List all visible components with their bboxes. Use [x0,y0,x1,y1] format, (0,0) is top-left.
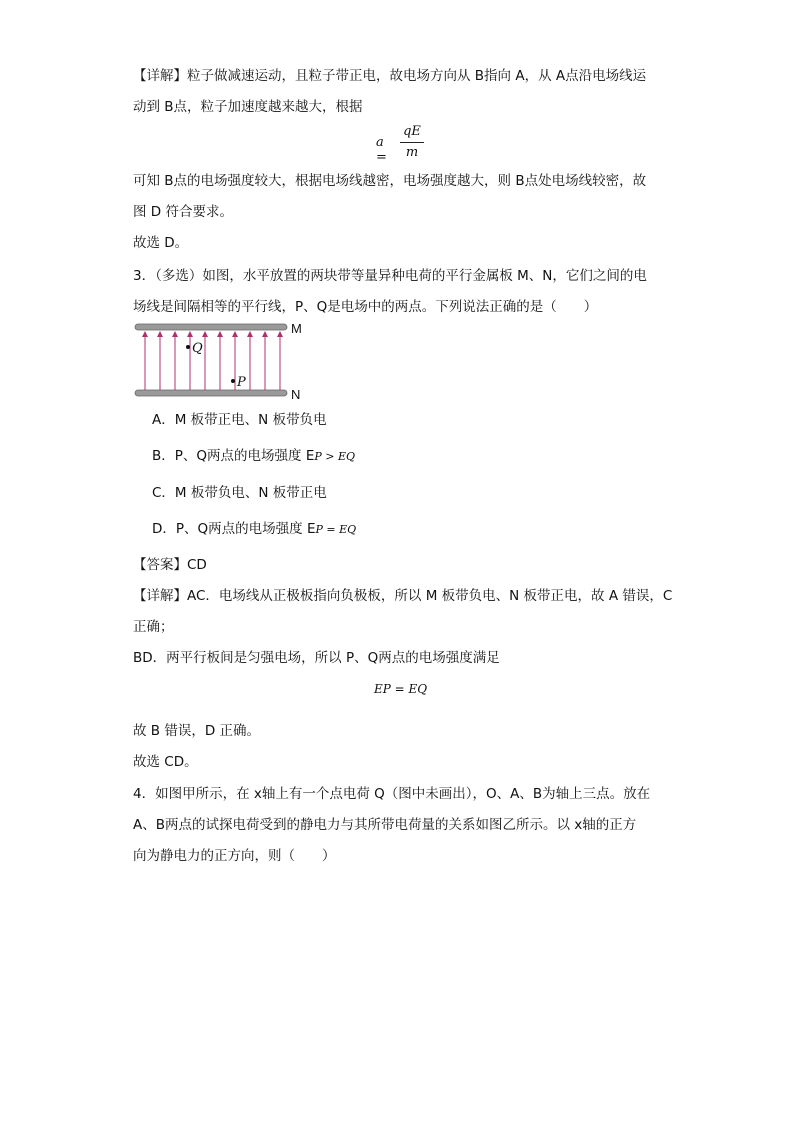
formula-numerator: qE [403,124,421,139]
plate-n [135,390,287,396]
formula-lhs: a = [376,135,387,165]
option-b-formula: P > EQ [314,450,356,463]
question-4-text: 4．如图甲所示，在 x轴上有一个点电荷 Q（图中未画出），O、A、B为轴上三点。放在 [133,786,651,802]
point-p-label: P [237,375,246,390]
question-3-text: 3．（多选）如图，水平放置的两块带等量异种电荷的平行金属板 M、N，它们之间的电 [133,268,647,284]
plate-n-label: N [291,387,301,400]
question-4-text: 向为静电力的正方向，则（ ） [133,848,336,864]
option-d [152,519,356,540]
conclusion-line: 故选 D。 [133,235,189,251]
explanation-line: 【详解】粒子做减速运动，且粒子带正电，故电场方向从 B指向 A，从 A点沿电场线运 [133,68,647,84]
option-d-text: D．P、Q两点的电场强度 E [152,521,316,537]
option-a: A．M 板带正电、N 板带负电 [152,412,327,428]
point-p-dot [231,379,235,383]
option-c: C．M 板带负电、N 板带正电 [152,485,327,501]
question-4-text: A、B两点的试探电荷受到的静电力与其所带电荷量的关系如图乙所示。以 x轴的正方 [133,817,637,833]
formula-denominator: m [405,145,419,160]
point-q-label: Q [192,341,203,356]
explanation-line: 图 D 符合要求。 [133,204,233,220]
point-q-dot [186,345,190,349]
answer-line: 【答案】CD [133,557,207,573]
option-b-text: B．P、Q两点的电场强度 E [152,448,315,464]
explanation-line: 【详解】AC．电场线从正极板指向负极板，所以 M 板带负电、N 板带正电，故 A 错误，C [133,588,673,604]
explanation-line: BD．两平行板间是匀强电场，所以 P、Q两点的电场强度满足 [133,650,500,666]
conclusion-line: 故选 CD。 [133,754,198,770]
explanation-line: 可知 B点的电场强度较大，根据电场线越密，电场强度越大，则 B点处电场线较密，故 [133,173,647,189]
plate-m-label: M [291,321,302,336]
explanation-line: 动到 B点，粒子加速度越来越大，根据 [133,99,363,115]
parallel-plates-figure [133,320,313,400]
explanation-line: 故 B 错误，D 正确。 [133,723,261,739]
plate-m [135,324,287,330]
field-lines [145,334,280,390]
formula-field-equal: EP = EQ [374,682,428,696]
fraction-bar [400,142,424,143]
option-b [152,446,355,467]
question-3-text: 场线是间隔相等的平行线，P、Q是电场中的两点。下列说法正确的是（ ） [133,299,598,315]
explanation-line: 正确； [133,619,174,635]
option-d-formula: P = EQ [315,523,357,536]
